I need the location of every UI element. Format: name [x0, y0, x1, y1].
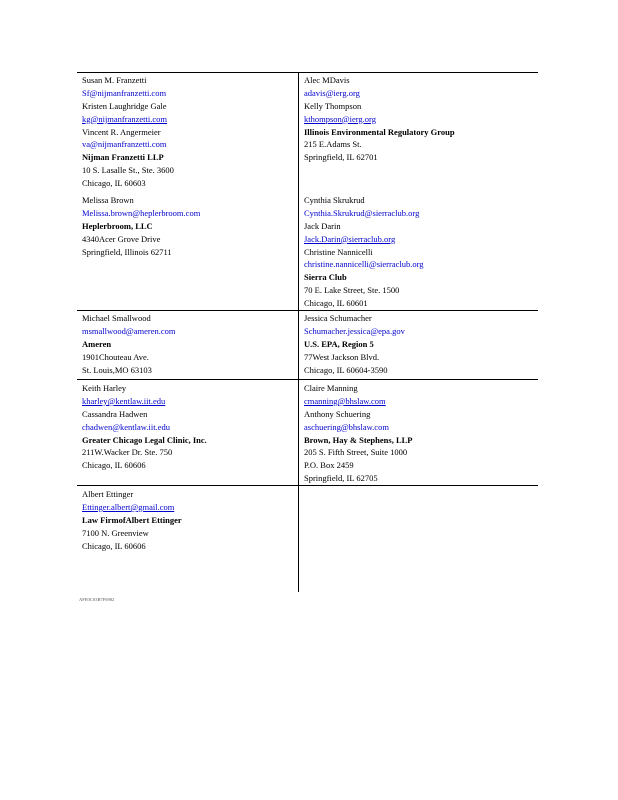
- organization-name: Sierra Club: [304, 272, 347, 283]
- contact-name: Albert Ettinger: [82, 489, 134, 499]
- address-line: 1901Chouteau Ave.: [82, 351, 149, 362]
- email-link[interactable]: aschuering@bhslaw.com: [304, 421, 389, 432]
- contact-name: Anthony Schuering: [304, 408, 371, 419]
- document-id-footer: AFE0CS3B7F6982: [79, 597, 115, 602]
- organization-name: Greater Chicago Legal Clinic, Inc.: [82, 434, 207, 445]
- address-line: Chicago, IL 60606: [82, 540, 146, 551]
- email-link[interactable]: christine.nannicelli@sierraclub.org: [304, 259, 424, 270]
- organization-name: Law FirmofAlbert Ettinger: [82, 514, 182, 525]
- email-link[interactable]: kharley@kentlaw.iit.edu: [82, 395, 166, 406]
- organization-name: Brown, Hay & Stephens, LLP: [304, 434, 413, 445]
- address-line: Springfield, IL 62701: [304, 152, 378, 163]
- email-link[interactable]: Schumacher.jessica@epa.gov: [304, 325, 405, 336]
- contact-name: Claire Manning: [304, 383, 358, 393]
- address-line: Springfield, IL 62705: [304, 473, 378, 484]
- address-line: Chicago, IL 60603: [82, 178, 146, 189]
- email-link[interactable]: Jack.Darin@sierraclub.org: [304, 233, 396, 244]
- address-line: Chicago, IL 60606: [82, 460, 146, 471]
- address-line: 7100 N. Greenview: [82, 527, 149, 538]
- address-line: P.O. Box 2459: [304, 460, 354, 471]
- organization-name: U.S. EPA, Region 5: [304, 338, 374, 349]
- row-divider-1: [77, 310, 538, 311]
- organization-name: Illinois Environmental Regulatory Group: [304, 126, 455, 137]
- contact-name: Cassandra Hadwen: [82, 408, 148, 419]
- address-line: Springfield, Illinois 62711: [82, 246, 172, 257]
- email-link[interactable]: Ettinger.albert@gmail.com: [82, 501, 175, 512]
- contact-name: Susan M. Franzetti: [82, 75, 147, 85]
- address-line: 70 E. Lake Street, Ste. 1500: [304, 285, 400, 296]
- address-line: 77West Jackson Blvd.: [304, 351, 380, 362]
- service-cell-brown-hay: [304, 382, 412, 485]
- contact-name: Keith Harley: [82, 383, 127, 393]
- email-link[interactable]: msmallwood@ameren.com: [82, 325, 176, 336]
- email-link[interactable]: Melissa.brown@heplerbroom.com: [82, 207, 201, 218]
- organization-name: Nijman Franzetti LLP: [82, 152, 164, 163]
- contact-name: Christine Nannicelli: [304, 246, 373, 257]
- service-cell-heplerbroom: [82, 194, 200, 258]
- service-cell-us-epa: [304, 312, 405, 376]
- email-link[interactable]: cmanning@bhslaw.com: [304, 395, 386, 406]
- address-line: 211W.Wacker Dr. Ste. 750: [82, 447, 173, 458]
- service-cell-ierg: [304, 74, 455, 164]
- email-link[interactable]: chadwen@kentlaw.iit.edu: [82, 421, 170, 432]
- service-cell-sierra-club: [304, 194, 424, 310]
- email-link[interactable]: adavis@ierg.org: [304, 87, 360, 98]
- contact-name: Cynthia Skrukrud: [304, 195, 365, 205]
- contact-name: Kelly Thompson: [304, 100, 362, 111]
- contact-name: Michael Smallwood: [82, 313, 151, 323]
- email-link[interactable]: kg@nijmanfranzetti.com: [82, 113, 168, 124]
- row-divider-2: [77, 379, 538, 380]
- email-link[interactable]: kthompson@ierg.org: [304, 113, 376, 124]
- contact-name: Vincent R. Angermeier: [82, 126, 161, 137]
- service-cell-ameren: [82, 312, 176, 376]
- organization-name: Heplerbroom, LLC: [82, 220, 153, 231]
- address-line: 215 E.Adams St.: [304, 139, 362, 150]
- row-divider-3: [77, 485, 538, 486]
- table-center-rule: [298, 72, 299, 592]
- organization-name: Ameren: [82, 338, 112, 349]
- contact-name: Melissa Brown: [82, 195, 134, 205]
- email-link[interactable]: Sf@nijmanfranzetti.com: [82, 87, 167, 98]
- email-link[interactable]: Cynthia.Skrukrud@sierraclub.org: [304, 207, 420, 218]
- table-top-rule: [77, 72, 538, 73]
- contact-name: Alec MDavis: [304, 75, 350, 85]
- service-cell-ettinger: [82, 488, 182, 552]
- contact-name: Jessica Schumacher: [304, 313, 372, 323]
- contact-name: Kristen Laughridge Gale: [82, 100, 167, 111]
- address-line: Chicago, IL 60601: [304, 298, 368, 309]
- service-cell-legal-clinic: [82, 382, 207, 472]
- address-line: 10 S. Lasalle St., Ste. 3600: [82, 165, 174, 176]
- address-line: Chicago, IL 60604-3590: [304, 364, 388, 375]
- email-link[interactable]: va@nijmanfranzetti.com: [82, 139, 167, 150]
- address-line: 205 S. Fifth Street, Suite 1000: [304, 447, 408, 458]
- contact-name: Jack Darin: [304, 220, 341, 231]
- service-cell-nijman: [82, 74, 174, 190]
- address-line: 4340Acer Grove Drive: [82, 233, 161, 244]
- address-line: St. Louis,MO 63103: [82, 364, 152, 375]
